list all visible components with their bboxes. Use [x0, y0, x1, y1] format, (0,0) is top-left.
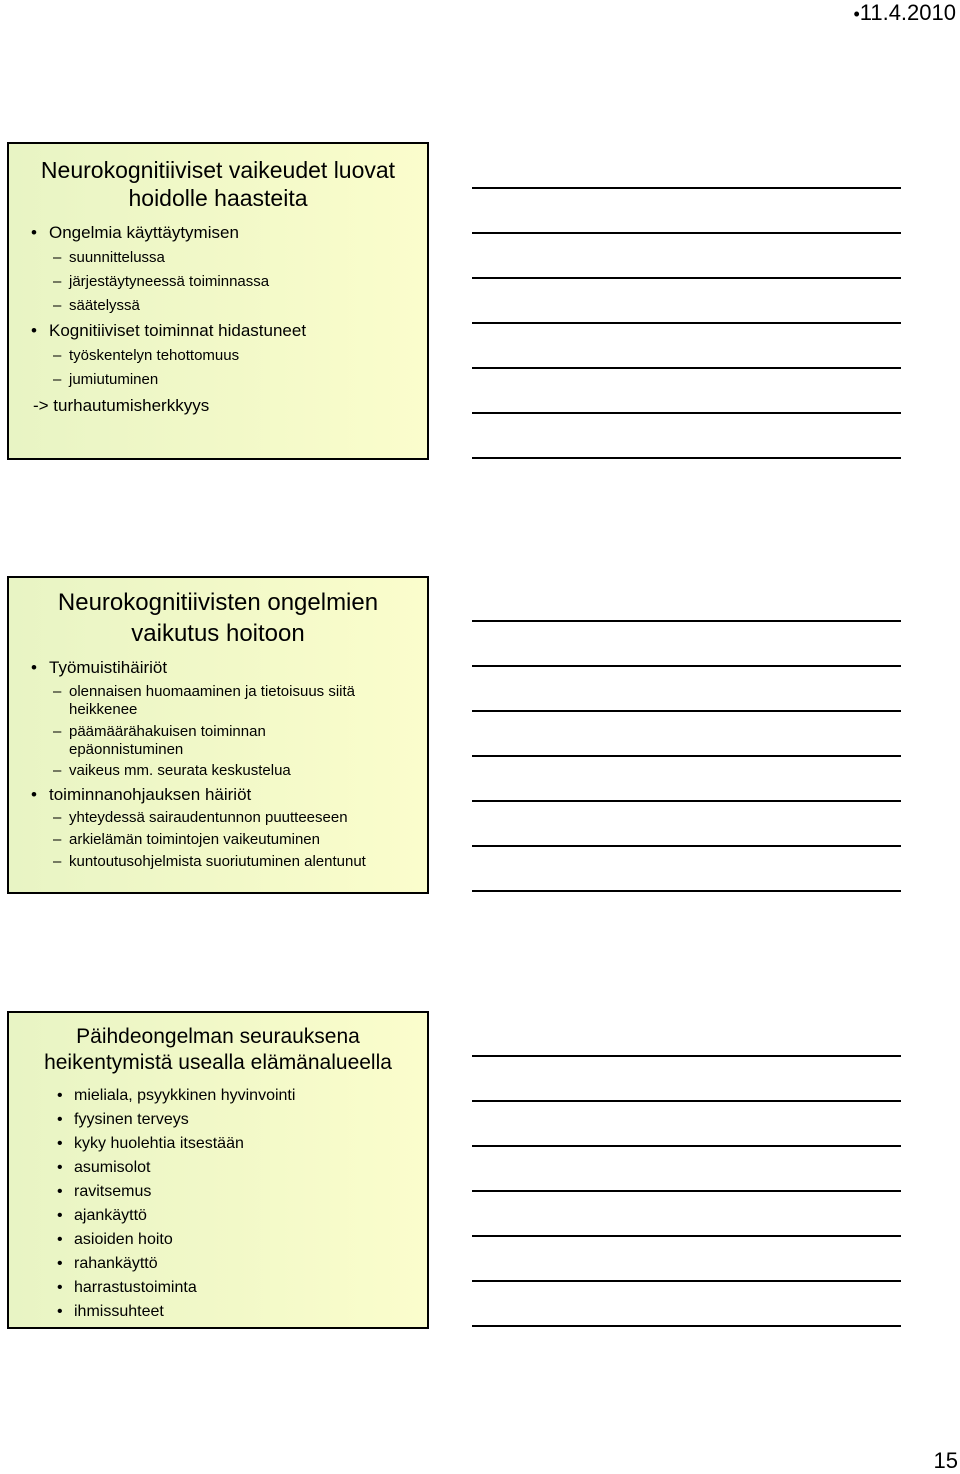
sub-item: – yhteydessä sairaudentunnon puutteeseen [9, 807, 427, 829]
page-number: 15 [933, 1448, 958, 1473]
note-lines-2 [472, 620, 901, 892]
note-line [472, 1145, 901, 1147]
list-item: • harrastustoiminta [9, 1276, 427, 1300]
sub-item: – säätelyssä [9, 294, 427, 318]
list-item: • ravitsemus [9, 1180, 427, 1204]
note-line [472, 187, 901, 189]
note-line [472, 322, 901, 324]
note-line [472, 232, 901, 234]
bullet-item: • Työmuistihäiriöt [9, 655, 427, 681]
list-item: • kyky huolehtia itsestään [9, 1132, 427, 1156]
note-line [472, 457, 901, 459]
plain-item: -> turhautumisherkkyys [33, 396, 210, 415]
note-line [472, 1055, 901, 1057]
slide-2 [7, 576, 429, 894]
note-line [472, 1280, 901, 1282]
note-line [472, 367, 901, 369]
sub-item: – olennaisen huomaaminen ja tietoisuus siitä heikkenee [9, 683, 427, 719]
note-line [472, 710, 901, 712]
slide-2-title: Neurokognitiivisten ongelmien vaikutus hoitoon [57, 589, 379, 647]
list-item: • asioiden hoito [9, 1228, 427, 1252]
sub-item: – päämäärähakuisen toiminnan epäonnistuminen [9, 723, 427, 759]
list-item: • asumisolot [9, 1156, 427, 1180]
note-line [472, 1325, 901, 1327]
slide-3-title: Päihdeongelman seurauksena heikentymistä usealla elämänalueella [44, 1025, 392, 1074]
date-header: •11.4.2010 [853, 0, 956, 25]
note-line [472, 620, 901, 622]
note-line [472, 277, 901, 279]
sub-item: – jumiutuminen [9, 368, 427, 392]
note-line [472, 755, 901, 757]
note-line [472, 1190, 901, 1192]
bullet-item: • Ongelmia käyttäytymisen [9, 220, 427, 246]
list-item: • ajankäyttö [9, 1204, 427, 1228]
bullet-item: • toiminnanohjauksen häiriöt [9, 783, 427, 807]
note-line [472, 800, 901, 802]
note-line [472, 845, 901, 847]
list-item: • rahankäyttö [9, 1252, 427, 1276]
sub-item: – arkielämän toimintojen vaikeutuminen [9, 829, 427, 851]
sub-item: – suunnittelussa [9, 246, 427, 270]
list-item: • ihmissuhteet [9, 1300, 427, 1324]
list-item: • fyysinen terveys [9, 1108, 427, 1132]
note-line [472, 412, 901, 414]
note-line [472, 665, 901, 667]
note-lines-1 [472, 187, 901, 459]
sub-item: – työskentelyn tehottomuus [9, 344, 427, 368]
bullet-item: • Kognitiiviset toiminnat hidastuneet [9, 318, 427, 344]
sub-item: – vaikeus mm. seurata keskustelua [9, 759, 427, 783]
sub-item: – järjestäytyneessä toiminnassa [9, 270, 427, 294]
note-line [472, 1235, 901, 1237]
note-line [472, 1100, 901, 1102]
slide-1 [7, 142, 429, 460]
note-lines-3 [472, 1055, 901, 1327]
sub-item: – kuntoutusohjelmista suoriutuminen alentunut [9, 851, 427, 873]
slide-3 [7, 1011, 429, 1329]
list-item: • mieliala, psyykkinen hyvinvointi [9, 1084, 427, 1108]
note-line [472, 890, 901, 892]
slide-1-title: Neurokognitiiviset vaikeudet luovat hoidolle haasteita [40, 157, 396, 211]
